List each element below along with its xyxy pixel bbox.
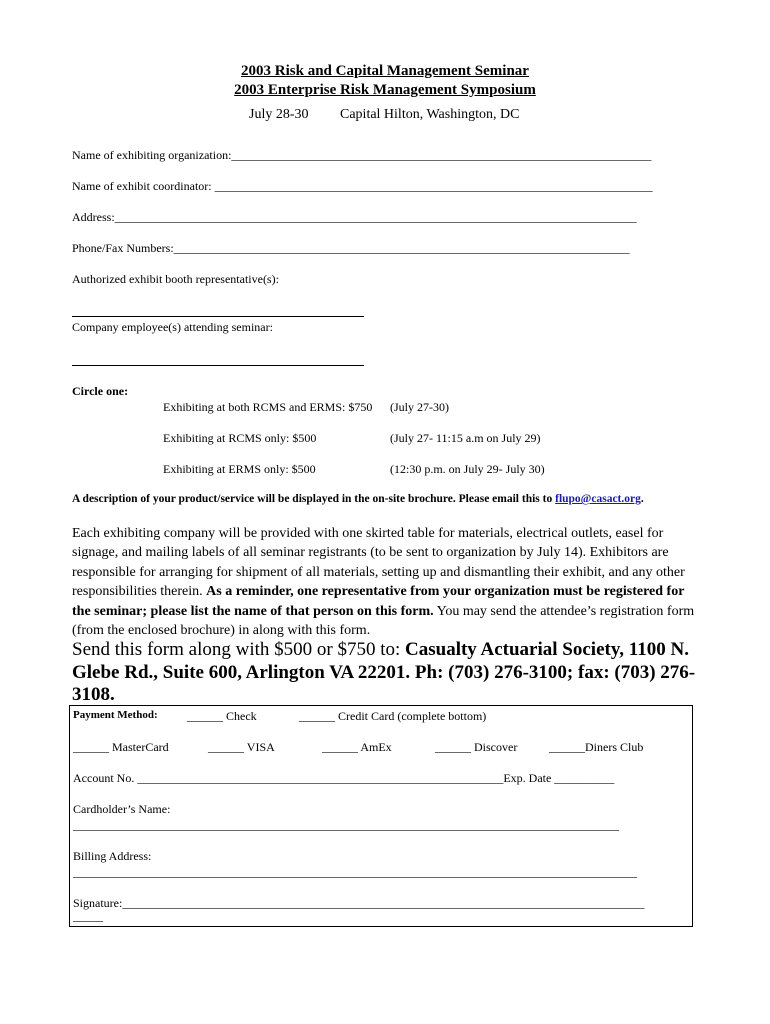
- payment-method-label: Payment Method:: [73, 709, 158, 721]
- cardholder-field[interactable]: ___________________________________________________________________________________________: [73, 818, 619, 832]
- option-both-dates: (July 27-30): [390, 400, 449, 414]
- card-mastercard[interactable]: ______ MasterCard: [73, 740, 169, 754]
- card-amex[interactable]: ______ AmEx: [322, 740, 392, 754]
- org-field[interactable]: Name of exhibiting organization:______________________________________________________________________: [72, 148, 652, 162]
- description-end: .: [640, 493, 644, 505]
- title-erms: 2003 Enterprise Risk Management Symposium: [234, 82, 536, 98]
- exhibitor-info-paragraph: [72, 524, 700, 640]
- send-instructions: [72, 639, 712, 707]
- signature-field[interactable]: Signature:_______________________________________________________________________________________: [73, 896, 645, 910]
- cardholder-label: Cardholder’s Name:: [73, 802, 171, 816]
- description-note: [72, 493, 644, 505]
- option-erms[interactable]: Exhibiting at ERMS only: $500: [163, 462, 316, 476]
- option-erms-dates: (12:30 p.m. on July 29- July 30): [390, 462, 545, 476]
- credit-card-option[interactable]: ______ Credit Card (complete bottom): [299, 709, 487, 723]
- account-number-field[interactable]: Account No. _____________________________________________________________Exp. Date __________: [73, 771, 615, 785]
- card-visa[interactable]: ______ VISA: [208, 740, 275, 754]
- send-address: Casualty Actuarial Society, 1100 N. Glebe Rd., Suite 600, Arlington VA 22201. Ph: (703) 276-3100; fax: (703) 276-3108.: [72, 639, 696, 705]
- coordinator-field[interactable]: Name of exhibit coordinator: _________________________________________________________________________: [72, 179, 653, 193]
- billing-address-label: Billing Address:: [73, 849, 152, 863]
- email-link[interactable]: flupo@casact.org: [555, 493, 641, 505]
- paragraph-part2: You may send the attendee’s registration form (from the enclosed brochure) in along with this form.: [72, 603, 695, 639]
- signature-line-continued[interactable]: _____: [73, 909, 103, 923]
- paragraph-reminder: As a reminder, one representative from your organization must be registered for the seminar; please list the name of that person on this form.: [72, 584, 685, 619]
- event-dates: July 28-30: [249, 107, 309, 122]
- authorized-rep-line[interactable]: [72, 316, 364, 317]
- circle-one-label: Circle one:: [72, 384, 129, 398]
- option-both[interactable]: Exhibiting at both RCMS and ERMS: $750: [163, 400, 373, 414]
- description-text: A description of your product/service will be displayed in the on-site brochure. Please email this to: [72, 493, 556, 505]
- employees-label: Company employee(s) attending seminar:: [72, 320, 273, 334]
- option-rcms[interactable]: Exhibiting at RCMS only: $500: [163, 431, 317, 445]
- title-rcms: 2003 Risk and Capital Management Seminar: [241, 63, 529, 79]
- card-diners-club[interactable]: ______Diners Club: [549, 740, 644, 754]
- authorized-rep-label: Authorized exhibit booth representative(s):: [72, 272, 279, 286]
- card-discover[interactable]: ______ Discover: [435, 740, 518, 754]
- event-location: Capital Hilton, Washington, DC: [340, 107, 520, 122]
- option-rcms-dates: (July 27- 11:15 a.m on July 29): [390, 431, 541, 445]
- send-text: Send this form along with $500 or $750 to:: [72, 639, 406, 660]
- address-field[interactable]: Address:_______________________________________________________________________________________: [72, 210, 637, 224]
- paragraph-part1: Each exhibiting company will be provided with one skirted table for materials, electrical outlets, easel for signage, and mailing labels of all seminar registrants (to be sent to organization by July 14). Exhibitors are responsible for arranging for shipment of all materials, setting up and dismantling their exhibit, and any other responsibilities therein.: [72, 526, 685, 600]
- billing-address-field[interactable]: ______________________________________________________________________________________________: [73, 865, 637, 879]
- check-option[interactable]: ______ Check: [187, 709, 257, 723]
- phone-field[interactable]: Phone/Fax Numbers:____________________________________________________________________________: [72, 241, 630, 255]
- employees-line[interactable]: [72, 365, 364, 366]
